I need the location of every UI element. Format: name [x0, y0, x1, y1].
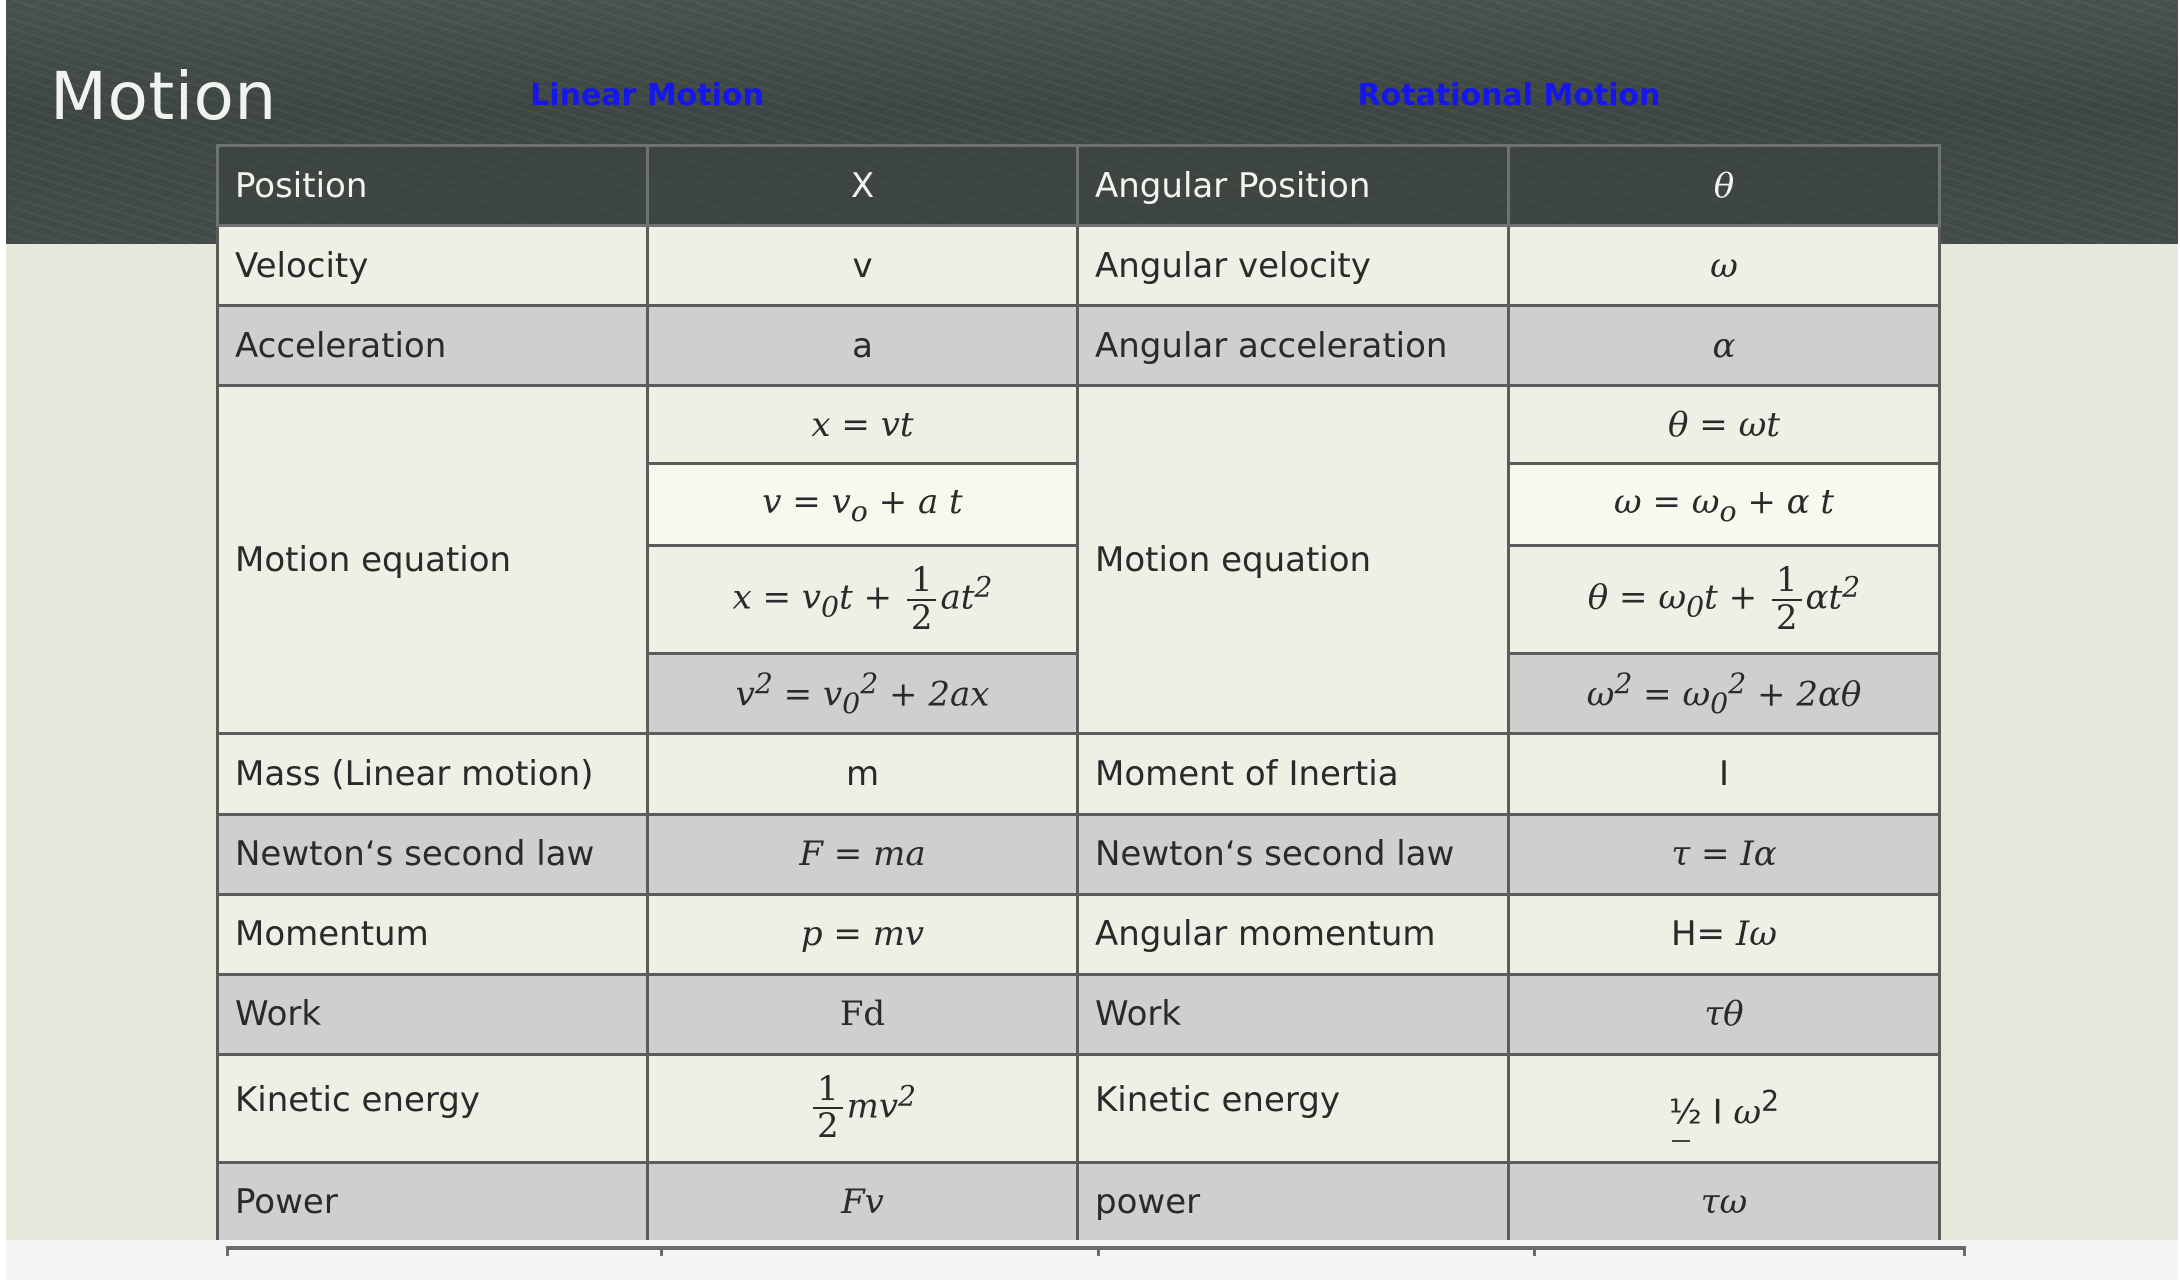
- cell-rot-label: Angular momentum: [1078, 894, 1509, 974]
- equation-velocity: [648, 464, 1078, 546]
- equation-angular-velocity: [1509, 464, 1940, 546]
- equation-position: x = vt: [648, 386, 1078, 464]
- table-row: [218, 146, 1940, 226]
- eq-part: v: [735, 674, 755, 715]
- cell-rot-label: Work: [1078, 974, 1509, 1054]
- eq-subscript: o: [850, 494, 868, 528]
- small-dash-mark: [1672, 1140, 1690, 1142]
- cell-symbol: a: [648, 306, 1078, 386]
- table-row: [218, 814, 1940, 894]
- rule-tick: [660, 1246, 663, 1256]
- eq-superscript: 2: [1761, 1084, 1780, 1118]
- table-row: [218, 386, 1940, 464]
- cell-symbol: Fv: [648, 1162, 1078, 1242]
- table-row: [218, 974, 1940, 1054]
- equation-angular-velocity-squared: [1509, 654, 1940, 734]
- cell-label: Momentum: [218, 894, 648, 974]
- eq-part: ω: [1586, 674, 1615, 715]
- bottom-rule: [226, 1246, 1966, 1250]
- rule-tick: [1097, 1246, 1100, 1256]
- cell-symbol: p = mv: [648, 894, 1078, 974]
- table-row: [218, 1054, 1940, 1162]
- numerator: 1: [813, 1072, 843, 1110]
- eq-subscript: 0: [1710, 687, 1729, 721]
- cell-label: Mass (Linear motion): [218, 734, 648, 814]
- eq-part: + a t: [867, 481, 963, 522]
- table-row: [218, 734, 1940, 814]
- eq-subscript: 0: [842, 687, 861, 721]
- eq-superscript: 2: [1842, 570, 1861, 604]
- cell-symbol: Fd: [648, 974, 1078, 1054]
- cell-rot-symbol: ω: [1509, 226, 1940, 306]
- eq-part: + 2αθ: [1746, 674, 1862, 715]
- linear-motion-heading: Linear Motion: [530, 78, 764, 113]
- rule-tick: [1533, 1246, 1536, 1256]
- cell-rot-symbol: [1509, 1054, 1940, 1162]
- eq-part: = v: [772, 674, 843, 715]
- eq-part: ω: [1733, 1091, 1762, 1132]
- cell-symbol: m: [648, 734, 1078, 814]
- fraction: [813, 1068, 843, 1147]
- cell-rot-symbol: τ = Iα: [1509, 814, 1940, 894]
- cell-rot-label: Newton‘s second law: [1078, 814, 1509, 894]
- cell-label: Power: [218, 1162, 648, 1242]
- rotational-motion-heading: Rotational Motion: [1357, 78, 1661, 113]
- cell-label: Work: [218, 974, 648, 1054]
- table-row: [218, 1162, 1940, 1242]
- eq-superscript: 2: [898, 1078, 917, 1112]
- equation-angular-position: θ = ωt: [1509, 386, 1940, 464]
- table-row: [218, 226, 1940, 306]
- eq-part: Iω: [1735, 914, 1778, 955]
- denominator: 2: [1775, 597, 1798, 638]
- eq-part: + 2ax: [878, 674, 990, 715]
- cell-label: Position: [218, 146, 648, 226]
- table-row: [218, 306, 1940, 386]
- eq-part: t +: [839, 577, 903, 618]
- cell-rot-label: Angular acceleration: [1078, 306, 1509, 386]
- equation-velocity-squared: [648, 654, 1078, 734]
- eq-part: θ = ω: [1587, 577, 1687, 618]
- eq-superscript: 2: [1728, 667, 1747, 701]
- eq-superscript: 2: [754, 667, 773, 701]
- denominator: 2: [910, 597, 933, 638]
- cell-symbol: X: [648, 146, 1078, 226]
- cell-label: Velocity: [218, 226, 648, 306]
- eq-part: = ω: [1632, 674, 1711, 715]
- eq-subscript: 0: [1686, 590, 1705, 624]
- equation-angular-displacement: [1509, 546, 1940, 654]
- eq-part: x = v: [732, 577, 822, 618]
- table-row: [218, 894, 1940, 974]
- eq-part: t +: [1704, 577, 1768, 618]
- cell-label: Motion equation: [218, 386, 648, 734]
- cell-symbol: [648, 1054, 1078, 1162]
- cell-rot-label: Angular Position: [1078, 146, 1509, 226]
- eq-part: + α t: [1736, 481, 1835, 522]
- slide-title: Motion: [50, 58, 277, 135]
- eq-superscript: 2: [860, 667, 879, 701]
- cell-label: Kinetic energy: [218, 1054, 648, 1162]
- cell-rot-label: power: [1078, 1162, 1509, 1242]
- eq-part: mv: [846, 1086, 899, 1127]
- eq-part: ½ I: [1668, 1091, 1734, 1132]
- cell-rot-symbol: I: [1509, 734, 1940, 814]
- cell-rot-symbol: τθ: [1509, 974, 1940, 1054]
- denominator: 2: [816, 1106, 839, 1147]
- cell-rot-symbol: [1509, 894, 1940, 974]
- eq-subscript: o: [1719, 494, 1737, 528]
- cell-rot-label: Moment of Inertia: [1078, 734, 1509, 814]
- equation-displacement: [648, 546, 1078, 654]
- motion-comparison-table: [216, 144, 1941, 1244]
- fraction: [1772, 560, 1802, 638]
- cell-rot-symbol: θ: [1509, 146, 1940, 226]
- eq-part: ω = ω: [1613, 481, 1720, 522]
- eq-part: αt: [1805, 577, 1843, 618]
- eq-superscript: 2: [1614, 667, 1633, 701]
- cell-label: Acceleration: [218, 306, 648, 386]
- cell-label: Newton‘s second law: [218, 814, 648, 894]
- eq-part: at: [940, 577, 975, 618]
- numerator: 1: [1772, 563, 1802, 601]
- eq-part: H=: [1670, 914, 1736, 955]
- cell-rot-symbol: τω: [1509, 1162, 1940, 1242]
- eq-subscript: 0: [821, 590, 840, 624]
- cell-symbol: F = ma: [648, 814, 1078, 894]
- cell-symbol: v: [648, 226, 1078, 306]
- eq-part: v = v: [762, 481, 851, 522]
- numerator: 1: [907, 563, 937, 601]
- eq-superscript: 2: [974, 570, 993, 604]
- cell-rot-label: Angular velocity: [1078, 226, 1509, 306]
- fraction: [907, 560, 937, 638]
- cell-rot-label: Kinetic energy: [1078, 1054, 1509, 1162]
- cell-rot-label: Motion equation: [1078, 386, 1509, 734]
- cell-rot-symbol: α: [1509, 306, 1940, 386]
